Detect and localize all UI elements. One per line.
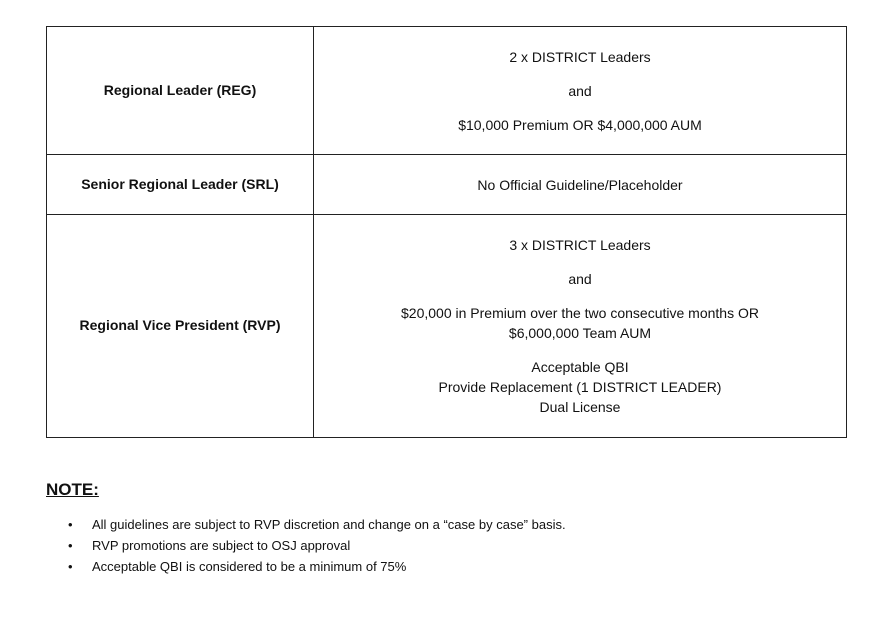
notes-list	[46, 514, 566, 577]
note-heading: NOTE:	[46, 480, 99, 499]
requirement-line: and	[568, 271, 592, 287]
requirement-line: $20,000 in Premium over the two consecutive months OR	[401, 305, 759, 321]
bullet-icon: •	[68, 559, 73, 574]
note-text: All guidelines are subject to RVP discretion and change on a “case by case” basis.	[92, 517, 566, 532]
requirement-line: $10,000 Premium OR $4,000,000 AUM	[458, 116, 702, 133]
requirements-cell	[314, 155, 847, 215]
requirement-line: 2 x DISTRICT Leaders	[509, 48, 651, 65]
requirement-line: Dual License	[539, 399, 621, 415]
requirement-line: 3 x DISTRICT Leaders	[509, 237, 651, 253]
role-label-rvp: Regional Vice President (RVP)	[79, 317, 281, 333]
note-text: Acceptable QBI is considered to be a minimum of 75%	[92, 559, 407, 574]
role-cell	[47, 155, 314, 215]
list-item	[46, 514, 566, 535]
requirement-line: and	[568, 82, 592, 99]
requirements-cell	[314, 215, 847, 438]
list-item	[46, 556, 566, 577]
bullet-icon: •	[68, 538, 73, 553]
table-row-srl	[47, 155, 847, 215]
bullet-icon: •	[68, 517, 73, 532]
requirements-cell	[314, 27, 847, 155]
role-cell	[47, 215, 314, 438]
requirement-line: No Official Guideline/Placeholder	[477, 176, 683, 193]
leadership-requirements-table	[46, 26, 847, 438]
requirement-line: $6,000,000 Team AUM	[508, 325, 652, 341]
table-row-rvp	[47, 215, 847, 438]
requirement-line: Acceptable QBI	[531, 359, 629, 375]
list-item	[46, 535, 566, 556]
table-row-reg	[47, 27, 847, 155]
requirement-line: Provide Replacement (1 DISTRICT LEADER)	[438, 379, 722, 395]
role-cell	[47, 27, 314, 155]
note-text: RVP promotions are subject to OSJ approval	[92, 538, 351, 553]
role-label-srl: Senior Regional Leader (SRL)	[81, 175, 279, 192]
role-label-reg: Regional Leader (REG)	[103, 81, 257, 98]
